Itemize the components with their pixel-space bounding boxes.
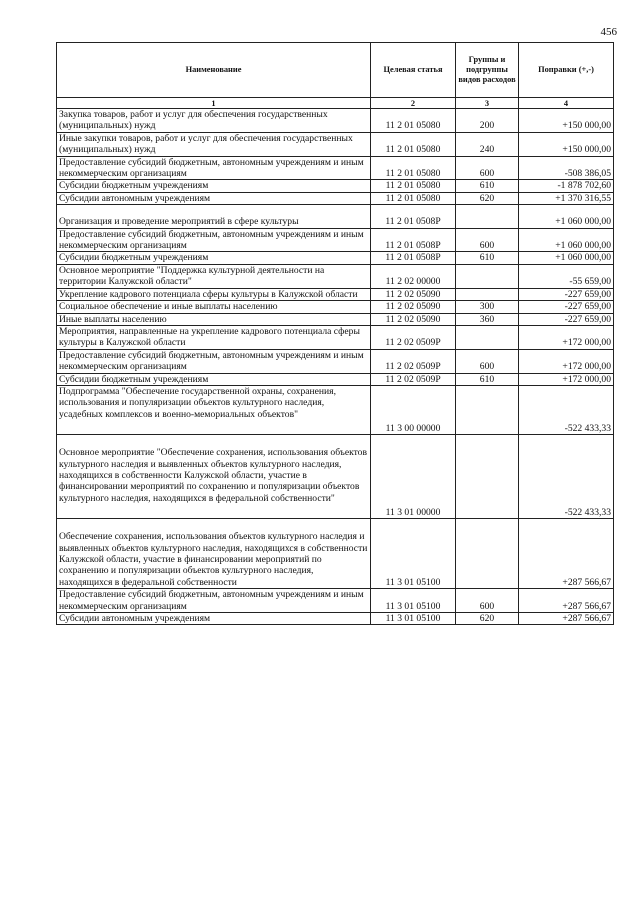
column-number: 3 bbox=[456, 98, 519, 109]
table-row bbox=[57, 301, 614, 313]
row-target-code: 11 3 00 00000 bbox=[371, 385, 456, 434]
table-row bbox=[57, 325, 614, 349]
row-name: Иные выплаты населению bbox=[57, 313, 371, 325]
row-amount: +287 566,67 bbox=[519, 613, 614, 625]
row-name: Предоставление субсидий бюджетным, автономным учреждениям и иным некоммерческим организациям bbox=[57, 228, 371, 252]
row-name: Субсидии бюджетным учреждениям bbox=[57, 252, 371, 264]
row-amount: +1 060 000,00 bbox=[519, 252, 614, 264]
row-amount: -508 386,05 bbox=[519, 156, 614, 180]
table-row bbox=[57, 192, 614, 204]
row-amount: +172 000,00 bbox=[519, 349, 614, 373]
table-row bbox=[57, 156, 614, 180]
row-amount: +150 000,00 bbox=[519, 109, 614, 133]
row-name: Предоставление субсидий бюджетным, автономным учреждениям и иным некоммерческим организациям bbox=[57, 589, 371, 613]
table-row bbox=[57, 205, 614, 228]
row-target-code: 11 2 01 0508P bbox=[371, 228, 456, 252]
row-target-code: 11 2 01 0508P bbox=[371, 205, 456, 228]
row-amount: -1 878 702,60 bbox=[519, 180, 614, 192]
table-row bbox=[57, 613, 614, 625]
column-number-row bbox=[57, 98, 614, 109]
row-group-code bbox=[456, 325, 519, 349]
row-group-code: 600 bbox=[456, 228, 519, 252]
row-group-code: 200 bbox=[456, 109, 519, 133]
row-name: Социальное обеспечение и иные выплаты населению bbox=[57, 301, 371, 313]
row-amount: -227 659,00 bbox=[519, 288, 614, 300]
row-target-code: 11 3 01 05100 bbox=[371, 613, 456, 625]
row-target-code: 11 2 02 05090 bbox=[371, 288, 456, 300]
row-group-code: 600 bbox=[456, 156, 519, 180]
row-target-code: 11 3 01 00000 bbox=[371, 435, 456, 519]
row-target-code: 11 2 01 05080 bbox=[371, 156, 456, 180]
row-amount: -227 659,00 bbox=[519, 313, 614, 325]
row-amount: +1 060 000,00 bbox=[519, 205, 614, 228]
row-name: Иные закупки товаров, работ и услуг для обеспечения государственных (муниципальных) нужд bbox=[57, 132, 371, 156]
row-amount: -55 659,00 bbox=[519, 264, 614, 288]
row-amount: +1 060 000,00 bbox=[519, 228, 614, 252]
table-row bbox=[57, 313, 614, 325]
row-name: Мероприятия, направленные на укрепление кадрового потенциала сферы культуры в Калужской области bbox=[57, 325, 371, 349]
row-target-code: 11 3 01 05100 bbox=[371, 589, 456, 613]
row-name: Подпрограмма "Обеспечение государственной охраны, сохранения, использования и популяризации объектов культурного наследия, усадебных комплексов и военно-мемориальных объектов" bbox=[57, 385, 371, 434]
row-group-code bbox=[456, 288, 519, 300]
row-amount: +172 000,00 bbox=[519, 325, 614, 349]
table-row bbox=[57, 349, 614, 373]
table-row bbox=[57, 519, 614, 589]
header-amendments: Поправки (+,-) bbox=[519, 43, 614, 98]
budget-table bbox=[56, 42, 614, 625]
table-row bbox=[57, 589, 614, 613]
header-groups: Группы и подгруппы видов расходов bbox=[456, 43, 519, 98]
row-amount: -227 659,00 bbox=[519, 301, 614, 313]
table-row bbox=[57, 228, 614, 252]
row-group-code bbox=[456, 264, 519, 288]
table-row bbox=[57, 252, 614, 264]
row-target-code: 11 2 02 05090 bbox=[371, 313, 456, 325]
row-group-code: 610 bbox=[456, 180, 519, 192]
row-group-code: 620 bbox=[456, 192, 519, 204]
row-group-code bbox=[456, 435, 519, 519]
row-amount: -522 433,33 bbox=[519, 385, 614, 434]
table-row bbox=[57, 288, 614, 300]
row-group-code bbox=[456, 205, 519, 228]
table-header-row bbox=[57, 43, 614, 98]
row-target-code: 11 3 01 05100 bbox=[371, 519, 456, 589]
row-amount: +287 566,67 bbox=[519, 589, 614, 613]
table-row bbox=[57, 132, 614, 156]
row-name: Основное мероприятие "Обеспечение сохранения, использования объектов культурного наследия и выявленных объектов культурного наследия, находящихся в собственности Калужской области, участие в финансировании мероприятий по сохранению и популяризации объектов культурного наследия, находящихся в федеральной собственности" bbox=[57, 435, 371, 519]
table-row bbox=[57, 385, 614, 434]
row-group-code bbox=[456, 519, 519, 589]
row-name: Закупка товаров, работ и услуг для обеспечения государственных (муниципальных) нужд bbox=[57, 109, 371, 133]
row-amount: +150 000,00 bbox=[519, 132, 614, 156]
row-target-code: 11 2 01 05080 bbox=[371, 192, 456, 204]
row-target-code: 11 2 02 0509P bbox=[371, 373, 456, 385]
row-group-code: 600 bbox=[456, 589, 519, 613]
table-row bbox=[57, 109, 614, 133]
row-target-code: 11 2 01 05080 bbox=[371, 132, 456, 156]
table-row bbox=[57, 180, 614, 192]
row-target-code: 11 2 02 00000 bbox=[371, 264, 456, 288]
row-target-code: 11 2 02 0509P bbox=[371, 325, 456, 349]
row-amount: +1 370 316,55 bbox=[519, 192, 614, 204]
row-group-code: 360 bbox=[456, 313, 519, 325]
row-name: Субсидии бюджетным учреждениям bbox=[57, 180, 371, 192]
table-row bbox=[57, 435, 614, 519]
row-target-code: 11 2 02 05090 bbox=[371, 301, 456, 313]
page-number: 456 bbox=[600, 26, 617, 38]
row-amount: -522 433,33 bbox=[519, 435, 614, 519]
table-body bbox=[57, 109, 614, 625]
row-name: Предоставление субсидий бюджетным, автономным учреждениям и иным некоммерческим организациям bbox=[57, 349, 371, 373]
row-group-code: 610 bbox=[456, 252, 519, 264]
column-number: 2 bbox=[371, 98, 456, 109]
header-target: Целевая статья bbox=[371, 43, 456, 98]
row-group-code: 610 bbox=[456, 373, 519, 385]
row-name: Организация и проведение мероприятий в сфере культуры bbox=[57, 205, 371, 228]
row-target-code: 11 2 01 0508P bbox=[371, 252, 456, 264]
table-row bbox=[57, 264, 614, 288]
row-group-code: 240 bbox=[456, 132, 519, 156]
row-amount: +287 566,67 bbox=[519, 519, 614, 589]
row-name: Субсидии автономным учреждениям bbox=[57, 613, 371, 625]
row-name: Укрепление кадрового потенциала сферы культуры в Калужской области bbox=[57, 288, 371, 300]
column-number: 1 bbox=[57, 98, 371, 109]
row-target-code: 11 2 01 05080 bbox=[371, 180, 456, 192]
row-group-code: 300 bbox=[456, 301, 519, 313]
row-amount: +172 000,00 bbox=[519, 373, 614, 385]
row-name: Предоставление субсидий бюджетным, автономным учреждениям и иным некоммерческим организациям bbox=[57, 156, 371, 180]
row-target-code: 11 2 01 05080 bbox=[371, 109, 456, 133]
row-name: Субсидии бюджетным учреждениям bbox=[57, 373, 371, 385]
row-name: Обеспечение сохранения, использования объектов культурного наследия и выявленных объектов культурного наследия, находящихся в собственности Калужской области, участие в финансировании мероприятий по сохранению и популяризации объектов культурного наследия, находящихся в федеральной собственности bbox=[57, 519, 371, 589]
row-target-code: 11 2 02 0509P bbox=[371, 349, 456, 373]
column-number: 4 bbox=[519, 98, 614, 109]
row-name: Основное мероприятие "Поддержка культурной деятельности на территории Калужской области" bbox=[57, 264, 371, 288]
row-group-code bbox=[456, 385, 519, 434]
header-name: Наименование bbox=[57, 43, 371, 98]
row-name: Субсидии автономным учреждениям bbox=[57, 192, 371, 204]
row-group-code: 620 bbox=[456, 613, 519, 625]
table-row bbox=[57, 373, 614, 385]
row-group-code: 600 bbox=[456, 349, 519, 373]
